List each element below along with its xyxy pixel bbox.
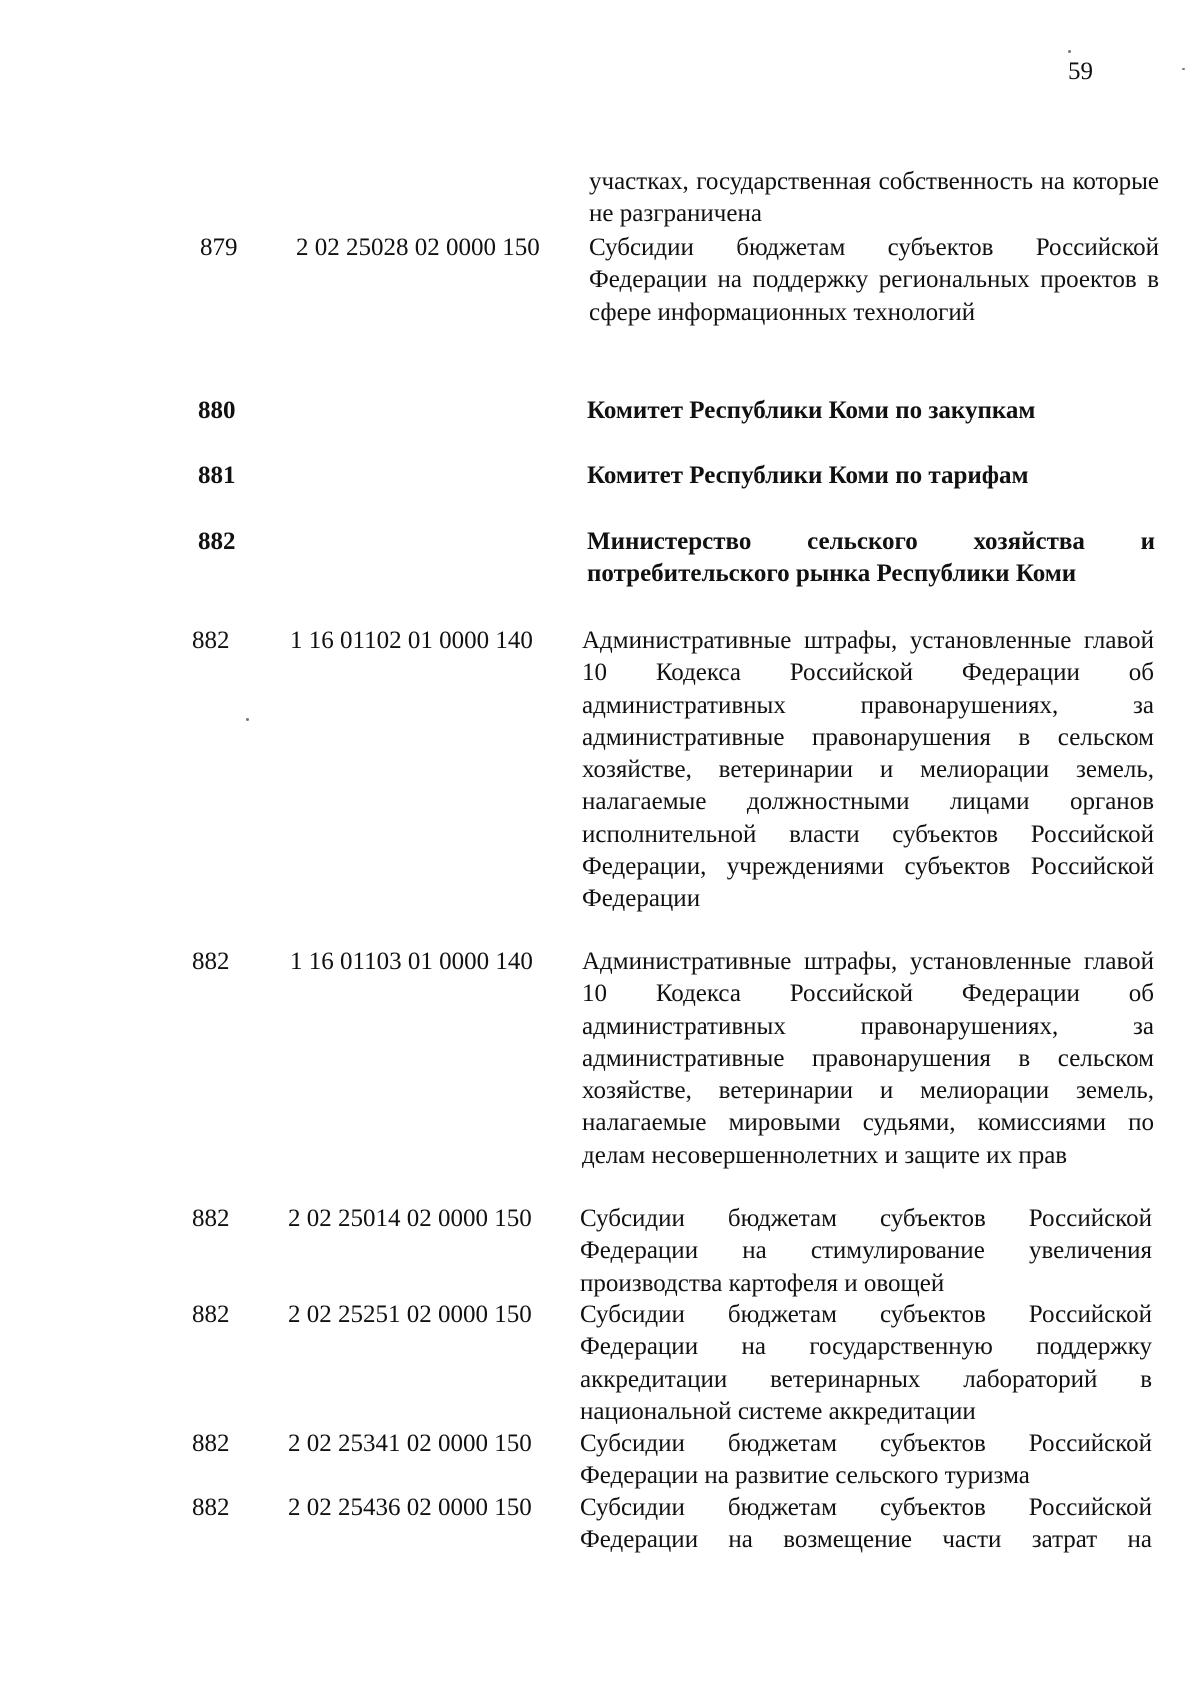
row-code: 2 02 25436 02 0000 150 [288, 1494, 532, 1521]
row-code: 2 02 25014 02 0000 150 [288, 1205, 532, 1232]
row-code: 1 16 01103 01 0000 140 [290, 948, 533, 975]
row-description: Субсидии бюджетам субъектов Российской Федерации на поддержку региональных проектов в сфере информационных технологий [589, 234, 1159, 326]
row-number: 881 [198, 462, 236, 489]
row-number: 882 [192, 948, 230, 975]
row-description: Субсидии бюджетам субъектов Российской Федерации на стимулирование увеличения производства картофеля и овощей [580, 1205, 1152, 1297]
scan-speck [246, 718, 249, 721]
row-number: 882 [192, 1494, 230, 1521]
row-description: участках, государственная собственность на которые не разграничена [589, 168, 1159, 228]
row-number: 882 [192, 627, 230, 654]
scan-speck [1068, 50, 1071, 53]
row-number: 882 [198, 528, 236, 555]
row-code: 1 16 01102 01 0000 140 [290, 627, 533, 654]
scan-speck [1182, 68, 1185, 70]
row-code: 2 02 25251 02 0000 150 [288, 1301, 532, 1328]
row-description: Министерство сельского хозяйства и потребительского рынка Республики Коми [587, 528, 1155, 587]
row-code: 2 02 25028 02 0000 150 [296, 234, 540, 261]
row-description: Субсидии бюджетам субъектов Российской Федерации на возмещение части затрат на [580, 1494, 1152, 1554]
row-description: Комитет Республики Коми по тарифам [587, 462, 1029, 489]
row-number: 882 [192, 1430, 230, 1457]
row-description: Субсидии бюджетам субъектов Российской Федерации на развитие сельского туризма [580, 1430, 1152, 1490]
page-number: 59 [1068, 58, 1093, 85]
row-description: Административные штрафы, установленные главой 10 Кодекса Российской Федерации об административных правонарушениях, за административные правонарушения в сельском хозяйстве, ветеринарии и мелиорации земель, налагаемые должностными лицами органов исполнительной власти субъектов Российской Федерации, учреждениями субъектов Российской Федерации [582, 627, 1154, 913]
row-number: 882 [192, 1205, 230, 1232]
row-number: 880 [198, 397, 236, 424]
row-number: 882 [192, 1301, 230, 1328]
row-code: 2 02 25341 02 0000 150 [288, 1430, 532, 1457]
row-number: 879 [200, 234, 238, 261]
row-description: Комитет Республики Коми по закупкам [587, 397, 1036, 424]
row-description: Субсидии бюджетам субъектов Российской Федерации на государственную поддержку аккредитации ветеринарных лабораторий в национальной системе аккредитации [580, 1301, 1152, 1425]
row-description: Административные штрафы, установленные главой 10 Кодекса Российской Федерации об административных правонарушениях, за административные правонарушения в сельском хозяйстве, ветеринарии и мелиорации земель, налагаемые мировыми судьями, комиссиями по делам несовершеннолетних и защите их прав [582, 948, 1154, 1169]
